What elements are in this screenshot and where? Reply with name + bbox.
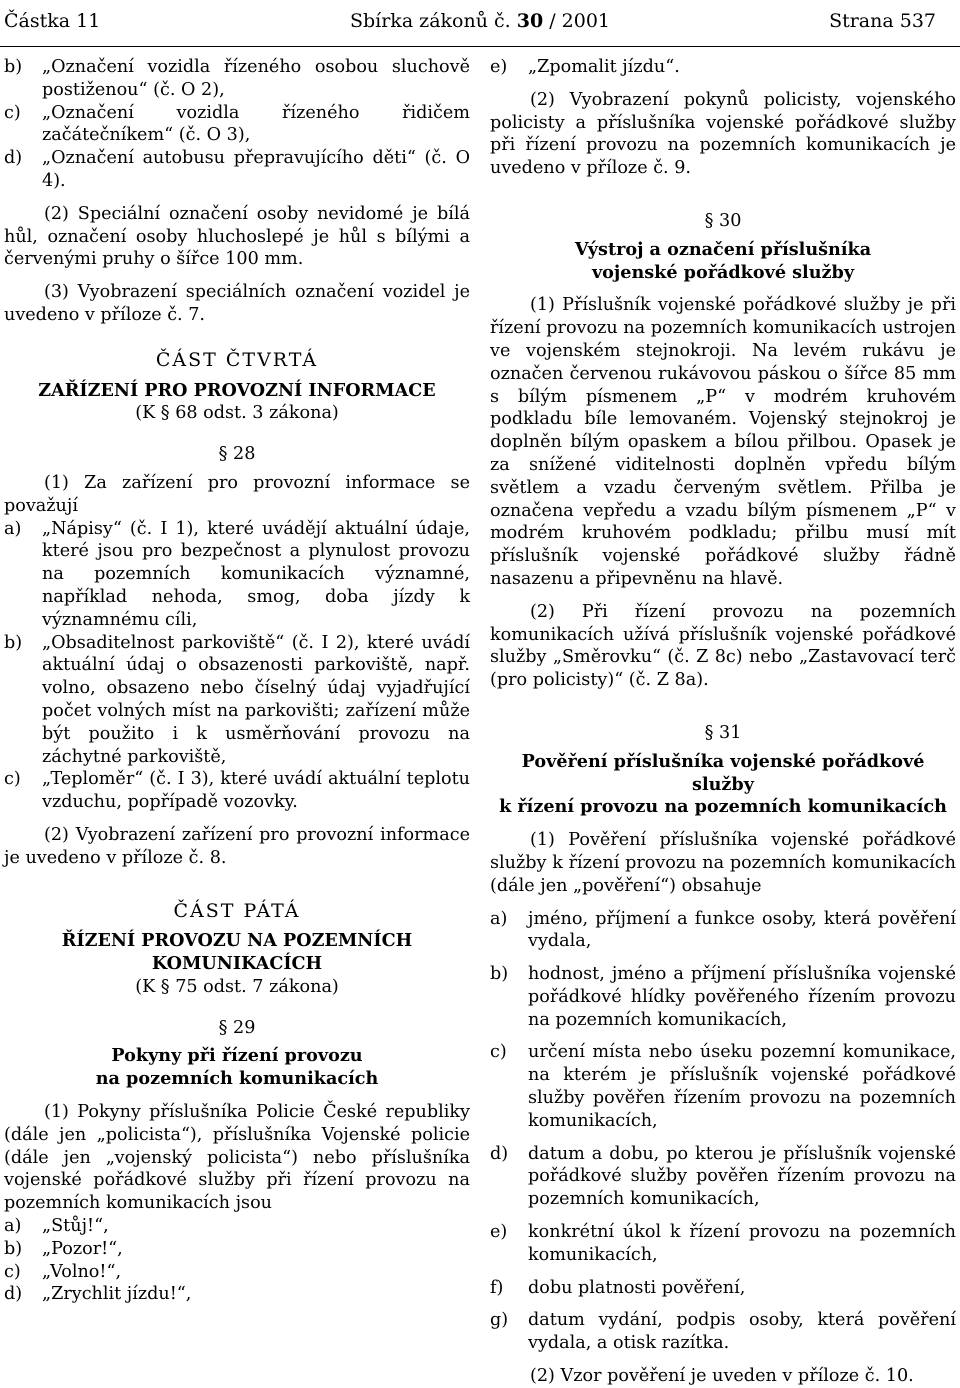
paragraph: (2) Vzor pověření je uveden v příloze č. 10. <box>530 1366 914 1387</box>
list-item <box>490 56 956 79</box>
list-item <box>4 518 470 632</box>
section-title: Pověření příslušníka vojenské pořádkové služby <box>521 750 925 795</box>
list-item-text: „Označení autobusu přepravujícího děti“ (č. O 4). <box>42 148 470 191</box>
list-item-label: b) <box>4 57 23 77</box>
list-item-label: a) <box>4 1216 22 1237</box>
list-item-text: „Zpomalit jízdu“. <box>528 57 680 77</box>
paragraph: (1) Za zařízení pro provozní informace se považují <box>4 472 470 516</box>
paragraph: (2) Vyobrazení pokynů policisty, vojenského policisty a příslušníka vojenské pořádkové služby při řízení provozu na pozemních komunikacích je uvedeno v příloze č. 9. <box>490 89 956 179</box>
list-item-label: e) <box>490 57 508 77</box>
paragraph: (1) Pověření příslušníka vojenské pořádkové služby k řízení provozu na pozemních komunikacích (dále jen „pověření“) obsahuje <box>490 830 956 896</box>
list-item <box>490 908 956 954</box>
header-part-number: Částka 11 <box>4 10 101 32</box>
list-item <box>4 1261 470 1284</box>
list-item-label: c) <box>4 1261 21 1282</box>
list-item <box>4 56 470 102</box>
header-rule <box>0 46 960 47</box>
part-subtitle: ZAŘÍZENÍ PRO PROVOZNÍ INFORMACE <box>38 379 436 401</box>
right-column <box>490 56 956 1388</box>
list-item-label: d) <box>4 148 23 169</box>
list-item-text: „Pozor!“, <box>42 1238 123 1259</box>
header-collection-number: 30 <box>516 10 544 32</box>
list-item <box>4 632 470 769</box>
list-item-label: e) <box>490 1222 508 1243</box>
header-collection <box>0 6 960 36</box>
list-item-label: b) <box>490 964 509 985</box>
section-title: Výstroj a označení příslušníka <box>574 238 872 260</box>
section-title: k řízení provozu na pozemních komunikacích <box>499 796 947 818</box>
page-header <box>0 6 960 36</box>
header-collection-year: / 2001 <box>549 10 611 32</box>
section-title: Pokyny při řízení provozu <box>111 1045 363 1067</box>
list-item-text: určení místa nebo úseku pozemní komunikace, na kterém je příslušník vojenské pořádkové služby pověřen řízením provozu na pozemních komunikacích, <box>528 1042 956 1131</box>
part-subtitle: KOMUNIKACÍCH <box>151 953 323 975</box>
list-item <box>490 1143 956 1211</box>
paragraph: (1) Pokyny příslušníka Policie České republiky (dále jen „policista“), příslušníka Vojenské policie (dále jen „vojenský policista“) nebo příslušníka vojenské pořádkové služby při řízení provozu na pozemních komunikacích jsou <box>4 1102 470 1214</box>
list-item-label: d) <box>490 1143 509 1164</box>
list-item-label: d) <box>4 1284 23 1305</box>
section-title: vojenské pořádkové služby <box>591 261 855 283</box>
paragraph: (3) Vyobrazení speciálních označení vozidel je uvedeno v příloze č. 7. <box>4 282 470 325</box>
paragraph: (2) Vyobrazení zařízení pro provozní informace je uvedeno v příloze č. 8. <box>4 824 470 868</box>
list-item <box>490 1221 956 1267</box>
left-column <box>4 56 470 1306</box>
paragraph: (2) Speciální označení osoby nevidomé je bílá hůl, označení osoby hluchoslepé je hůl s bílými a červenými pruhy o šířce 100 mm. <box>4 203 470 270</box>
list-item-text: „Obsaditelnost parkoviště“ (č. I 2), které uvádí aktuální údaj o obsazenosti parkoviště, např. volno, obsazeno nebo číselný údaj vyjadřující počet volných míst na parkovišti; zařízení může být použito i k usměrňování provozu na záchytné parkoviště, <box>42 632 470 767</box>
list-item-text: „Zrychlit jízdu!“, <box>42 1284 192 1305</box>
list-item <box>4 1283 470 1306</box>
list-item-text: „Stůj!“, <box>42 1216 109 1237</box>
list-item-label: a) <box>490 908 508 929</box>
list-item-label: b) <box>4 632 23 653</box>
header-page-number: Strana 537 <box>829 10 936 32</box>
section-number: § 28 <box>218 444 256 465</box>
list-item-label: c) <box>4 102 21 123</box>
list-item-text: hodnost, jméno a příjmení příslušníka vojenské pořádkové hlídky pověřeného řízením provozu na pozemních komunikacích, <box>528 964 956 1030</box>
list-item <box>490 1041 956 1132</box>
list-item <box>490 1309 956 1355</box>
list-item <box>4 768 470 814</box>
list-item-label: g) <box>490 1310 509 1331</box>
section-title: na pozemních komunikacích <box>95 1068 379 1090</box>
list-item <box>490 1277 956 1300</box>
part-heading: ČÁST ČTVRTÁ <box>155 348 319 371</box>
list-item-label: b) <box>4 1238 23 1259</box>
list-item-text: „Nápisy“ (č. I 1), které uvádějí aktuální údaje, které jsou pro bezpečnost a plynulost provozu na pozemních komunikacích významné, například nehoda, smog, doba jízdy k významnému cíli, <box>42 518 470 630</box>
list-item-label: c) <box>490 1042 507 1063</box>
list-item-text: datum a dobu, po kterou je příslušník vojenské pořádkové služby pověřen řízením provozu na pozemních komunikacích, <box>528 1143 956 1210</box>
list-item <box>490 963 956 1031</box>
list-item-label: a) <box>4 518 22 539</box>
list-item <box>4 1215 470 1238</box>
legal-reference: (K § 68 odst. 3 zákona) <box>135 403 339 424</box>
paragraph: (1) Příslušník vojenské pořádkové služby je při řízení provozu na pozemních komunikacích ustrojen ve vojenském stejnokroji. Na levém rukávu je označen červenou rukávovou páskou o šířce 85 mm s bílým písmenem „P“ v modrém kruhovém podkladu bíle lemovaném. Vojenský stejnokroj je doplněn bílým opaskem a bílou přilbou. Opasek je za snížené viditelnosti doplněn vpředu bílým světlem a vzadu červeným světlem. Přilba je označena vepředu a vzadu bílým písmenem „P“ v modrém kruhovém podkladu; přilbu musí mít příslušník vojenské pořádkové služby řádně nasazenu a připevněnu na hlavě. <box>490 295 956 589</box>
part-subtitle: ŘÍZENÍ PROVOZU NA POZEMNÍCH <box>61 930 413 952</box>
legal-reference: (K § 75 odst. 7 zákona) <box>135 976 339 997</box>
list-item-text: „Volno!“, <box>42 1261 122 1282</box>
list-item-text: „Označení vozidla řízeného osobou sluchově postiženou“ (č. O 2), <box>42 57 470 100</box>
section-number: § 30 <box>704 210 742 231</box>
section-number: § 29 <box>218 1017 256 1038</box>
list-item <box>4 147 470 193</box>
header-collection-prefix: Sbírka zákonů č. <box>349 10 511 32</box>
part-heading: ČÁST PÁTÁ <box>173 899 301 922</box>
section-number: § 31 <box>704 722 742 743</box>
list-item <box>4 102 470 148</box>
list-item-text: „Označení vozidla řízeného řidičem začátečníkem“ (č. O 3), <box>42 102 470 146</box>
list-item-label: c) <box>4 769 21 790</box>
list-item-label: f) <box>490 1277 504 1298</box>
paragraph: (2) Při řízení provozu na pozemních komunikacích užívá příslušník vojenské pořádkové služby „Směrovku“ (č. Z 8c) nebo „Zastavovací terč (pro policisty)“ (č. Z 8a). <box>490 601 956 691</box>
list-item-text: jméno, příjmení a funkce osoby, která pověření vydala, <box>528 908 956 952</box>
list-item-text: konkrétní úkol k řízení provozu na pozemních komunikacích, <box>528 1222 956 1265</box>
list-item-text: „Teploměr“ (č. I 3), které uvádí aktuální teplotu vzduchu, popřípadě vozovky. <box>42 769 470 813</box>
list-item-text: dobu platnosti pověření, <box>528 1277 746 1298</box>
list-item-text: datum vydání, podpis osoby, která pověření vydala, a otisk razítka. <box>528 1310 956 1354</box>
list-item <box>4 1238 470 1261</box>
